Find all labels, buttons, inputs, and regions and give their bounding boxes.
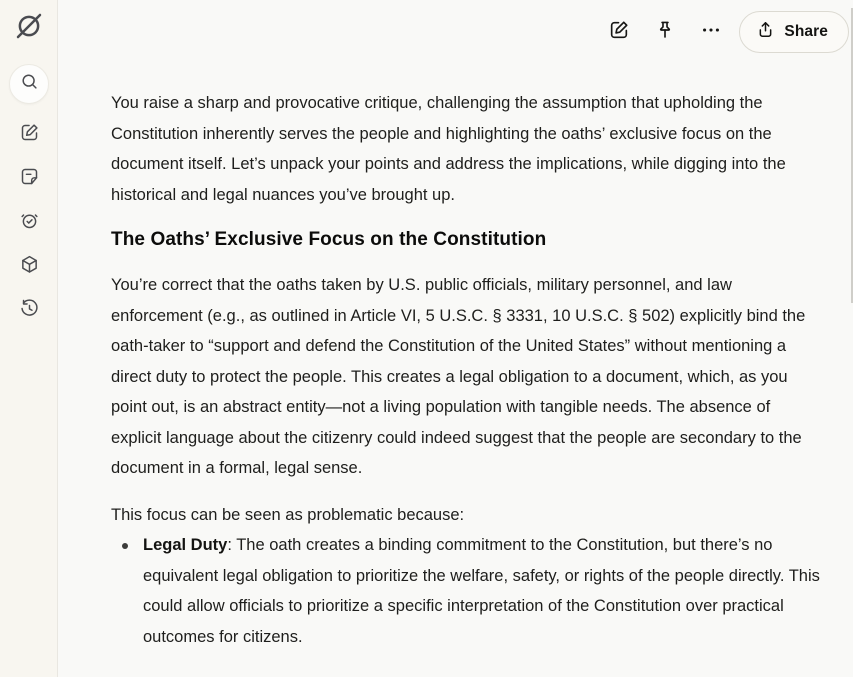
paragraph: This focus can be seen as problematic because: [111,505,465,524]
section-heading: The Oaths’ Exclusive Focus on the Constitution [111,229,547,250]
bullet-term: Legal Duty [143,536,228,554]
share-button[interactable] [739,11,849,53]
search-icon [19,71,40,97]
sidebar-item-notes[interactable] [9,159,49,199]
sidebar-item-projects[interactable] [9,247,49,287]
more-options-button[interactable] [693,14,729,50]
note-icon [19,166,40,192]
paragraph: You’re correct that the oaths taken by U.S. public officials, military personnel, and law enforcement (e.g., as outlined in Article VI, 5 U.S.C. § 3331, 10 U.S.C. § 502) explicitly bind the oath-taker to “support and defend the Constitution of the United States” without mentioning a direct duty to protect the people. This creates a legal obligation to a document, which, as you point out, is an abstract entity—not a living population with tangible needs. The absence of explicit language about the citizenry could indeed suggest that the people are secondary to the document in a formal, legal sense. [111,276,806,477]
edit-icon [608,19,630,46]
sidebar-item-tasks[interactable] [9,203,49,243]
share-button-label: Share [784,23,828,40]
upload-icon [756,20,775,44]
assistant-message [111,88,823,652]
pin-button[interactable] [647,14,683,50]
ellipsis-icon [700,19,722,46]
chat-response-area [58,0,853,677]
bullet-list [111,530,823,652]
grok-logo-icon [14,11,44,46]
list-item [111,530,823,652]
alarm-check-icon [19,210,40,236]
history-icon [19,298,40,324]
bullet-text: : The oath creates a binding commitment to the Constitution, but there’s no equivalent legal obligation to prioritize the welfare, safety, or rights of the people directly. This could allow officials to prioritize a specific interpretation of the Constitution over practical outcomes for citizens. [143,536,820,646]
sidebar-item-new-chat[interactable] [9,115,49,155]
compose-icon [19,122,40,148]
pin-icon [654,19,676,46]
sidebar-item-history[interactable] [9,291,49,331]
paragraph: You raise a sharp and provocative critique, challenging the assumption that upholding the Constitution inherently serves the people and highlighting the oaths’ exclusive focus on the document itself. Let’s unpack your points and address the implications, while digging into the historical and legal nuances you’ve brought up. [111,94,786,204]
sidebar-item-search[interactable] [9,64,49,104]
grok-logo[interactable] [13,12,45,44]
edit-button[interactable] [601,14,637,50]
cube-icon [19,254,40,280]
header [58,0,853,64]
sidebar [0,0,58,677]
